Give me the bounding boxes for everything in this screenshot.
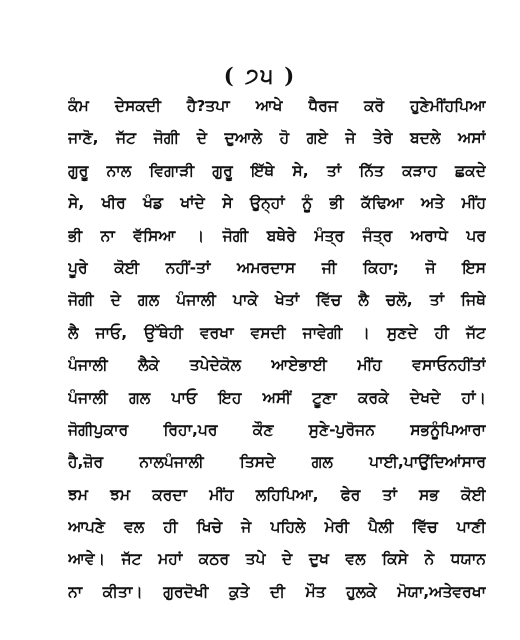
text-line: ਝਮ ਝਮ ਕਰਦਾ ਮੀਂਹ ਲਹਿਪਿਆ, ਫੇਰ ਤਾਂ ਸਭ ਕੋਈ — [68, 485, 486, 504]
text-line: ਆਵੇ। ਜੱਟ ਮਹਾਂ ਕਠਰ ਤਪੇ ਦੇ ਦੁਖ ਵਲ ਕਿਸੇ ਨੇ ਧਯਾਨ — [68, 550, 486, 569]
text-line: ਪੰਜਾਲੀ ਗਲ ਪਾਓ ਇਹ ਅਸੀਂ ਟੂਣਾ ਕਰਕੇ ਦੇਖਦੇ ਹਾਂ। — [68, 388, 486, 407]
text-line: ਹੈ,ਜ਼ੋਰ ਨਾਲਪੰਜਾਲੀ ਤਿਸਦੇ ਗਲ ਪਾਈ,ਪਾਉਂਦਿਆਂਸਾਰ — [68, 453, 486, 472]
text-line: ਆਪਣੇ ਵਲ ਹੀ ਖਿਚੇ ਜੇ ਪਹਿਲੇ ਮੇਰੀ ਪੈਲੀ ਵਿੱਚ ਪਾਣੀ — [68, 518, 486, 537]
text-line: ਭੀ ਨਾ ਵੱਸਿਆ । ਜੋਗੀ ਬਥੇਰੇ ਮੰਤ੍ਰ ਜੰਤ੍ਰ ਅਰਾਧੇ ਪਰ — [68, 226, 486, 245]
body-text — [68, 90, 486, 608]
text-line: ਜਾਣੋ, ਜੱਟ ਜੋਗੀ ਦੇ ਦੁਆਲੇ ਹੋ ਗਏ ਜੇ ਤੇਰੇ ਬਦਲੇ ਅਸਾਂ — [68, 129, 486, 148]
text-line: ਪੂਰੇ ਕੋਈ ਨਹੀਂ-ਤਾਂ ਅਮਰਦਾਸ ਜੀ ਕਿਹਾ; ਜੋ ਇਸ — [68, 258, 486, 277]
text-line: ਗੁਰੂ ਨਾਲ ਵਿਗਾੜੀ ਗੁਰੂ ਇੱਥੇ ਸੇ, ਤਾਂ ਨਿੱਤ ਕੜਾਹ ਛਕਦੇ — [68, 161, 486, 180]
text-line: ਲੈ ਜਾਓ, ਉੱਥੇਹੀ ਵਰਖਾ ਵਸਦੀ ਜਾਵੇਗੀ । ਸੁਣਦੇ ਹੀ ਜੱਟ — [68, 323, 486, 342]
text-line: ਜੋਗੀ ਦੇ ਗਲ ਪੰਜਾਲੀ ਪਾਕੇ ਖੇਤਾਂ ਵਿੱਚ ਲੈ ਚਲੋ, ਤਾਂ ਜਿਥੇ — [68, 291, 486, 310]
text-line: ਸੇ, ਖੀਰ ਖੰਡ ਖਾਂਦੇ ਸੇ ਉਨ੍ਹਾਂ ਨੂੰ ਭੀ ਕੱਢਿਆ ਅਤੇ ਮੀਂਹ — [68, 194, 486, 213]
text-line: ਨਾ ਕੀਤਾ। ਗੁਰਦੋਖੀ ਕੁਤੇ ਦੀ ਮੌਤ ਹੁਲਕੇ ਮੋਯਾ,ਅਤੇਵਰਖਾ — [68, 582, 486, 601]
page-number: ( ੭੫ ) — [223, 63, 297, 88]
text-line: ਪੰਜਾਲੀ ਲੈਕੇ ਤਪੇਦੇਕੋਲ ਆਏਭਾਈ ਮੀਂਹ ਵਸਾਓਨਹੀਂਤਾਂ — [68, 356, 486, 375]
text-line: ਕੰਮ ਦੇਸਕਦੀ ਹੈ?ਤਪਾ ਆਖੇ ਧੈਰਜ ਕਰੋ ਹੁਣੇਮੀਂਹਪਿਆ — [68, 97, 486, 115]
text-line: ਜੋਗੀਪੁਕਾਰ ਰਿਹਾ,ਪਰ ਕੌਣ ਸੁਣੇ-ਪੁਰੋਜਨ ਸਭਨੂੰਪਿਆਰਾ — [68, 420, 486, 439]
